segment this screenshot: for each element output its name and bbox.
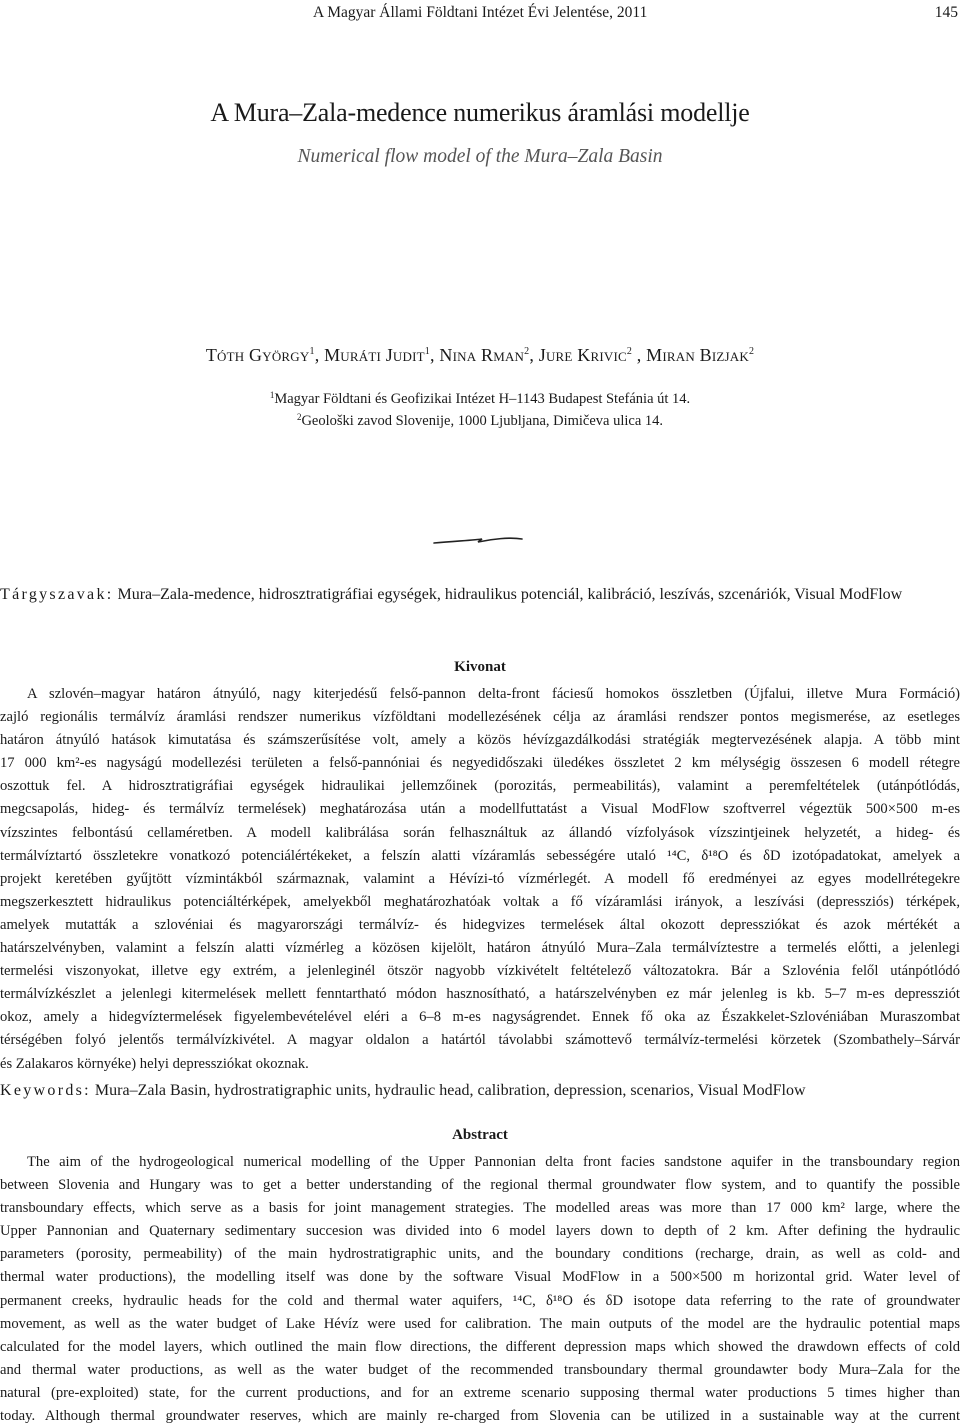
text-line: zajló regionális termálvíz áramlási rendszer numerikus vízföldtani modellezésének célja az áramlási rendszer pontos megismerése, az esetleges xyxy=(0,709,960,726)
text-line: projekt keretében gyűjtött vízmintákból származnak, valamint a Hévízi-tó vízmérlegét. A modell fő eredményei az egyes modellrétegekre xyxy=(0,870,960,887)
affiliation-mark: 1 xyxy=(269,390,275,400)
text-line: The aim of the hydrogeological numerical modelling of the Upper Pannonian delta front facies sandstone aquifer in the transboundary region xyxy=(27,1154,960,1170)
keywords-text: Mura–Zala Basin, hydrostratigraphic units, hydraulic head, calibration, depression, scenarios, Visual ModFlow xyxy=(94,1082,806,1099)
author-name: Miran Bizjak xyxy=(646,345,749,365)
author-affiliation-mark: 2 xyxy=(626,346,633,357)
text-line: movement, as well as the water budget of Lake Hévíz were used for calibration. The main outputs of the model are the hydraulic potential maps xyxy=(0,1315,960,1332)
text-line: okoz, amely a hidegvíztermelések figyelembevételével eléri a 6–8 m-es nagyságrendet. Ennek fő oka az Északkelet-Szlovéniában Muraszombat xyxy=(0,1009,960,1026)
article-title: A Mura–Zala-medence numerikus áramlási modellje xyxy=(210,98,750,127)
keywords-label: Keywords: xyxy=(0,1082,91,1099)
keywords-label: Tárgyszavak: xyxy=(0,586,114,603)
affiliation-text: Magyar Földtani és Geofizikai Intézet H–1143 Budapest Stefánia út 14. xyxy=(274,391,691,407)
abstract-body xyxy=(0,1151,960,1425)
abstract-heading: Abstract xyxy=(452,1127,508,1143)
text-line: permanent creeks, hydraulic heads for the cold and thermal water aquifers, ¹⁴C, δ¹⁸O és δD isotope data referring to the rate of groundwater xyxy=(0,1292,960,1309)
text-line: határszelvényben, valamint a felszín alatti vízmérleg a közösen kijelölt, határon átnyúló Mura–Zala termálvíztestre a termelés előtti, a jelenlegi xyxy=(0,940,960,957)
author-affiliation-mark: 1 xyxy=(424,346,430,357)
keywords-text: Mura–Zala-medence, hidrosztratigráfiai egységek, hidraulikus potenciál, kalibráció, leszívás, szcenáriók, Visual ModFlow xyxy=(117,586,903,603)
author-list: Tóth György$^1$, Muráti Judit$^1$, Nina Rman$^2$, Jure Krivic$^2$ , Miran Bizjak$^2$ xyxy=(205,345,755,365)
author-name: Nina Rman xyxy=(439,345,525,365)
text-line: és Zalakaros környéke) helyi depressziókat okoznak. xyxy=(0,1055,309,1072)
author-affiliation-mark: 2 xyxy=(748,346,755,357)
keywords-hungarian xyxy=(0,583,960,606)
text-line: amelyek mutatták a szlovéniai és magyarországi termálvíz- és hidegvizes termelések által okozott depressziókat és azok mértékét a xyxy=(0,916,960,933)
text-line: parameters (porosity, permeability) of the main hydrostratigraphic units, and the boundary conditions (recharge, drain, as well as cold- and xyxy=(0,1246,960,1263)
author-name: Jure Krivic xyxy=(538,345,627,365)
text-line: vízszintes felbontású cellaméretben. A modell kalibrálása során felhasználtuk az állandó vízfolyások vízszintjeinek helyzetét, a hideg- és xyxy=(0,824,960,841)
ornament-divider-icon xyxy=(432,532,524,548)
text-line: A szlovén–magyar határon átnyúló, nagy kiterjedésű felső-pannon delta-front fáciesű homokos összletben (Újfalui, illetve Mura Formáció) xyxy=(27,686,960,702)
affiliation-text: Geološki zavod Slovenije, 1000 Ljubljana, Dimičeva ulica 14. xyxy=(301,413,664,429)
author-affiliation-mark: 2 xyxy=(524,346,530,357)
text-line: oszottuk fel. A hidrosztratigráfiai egységek hidraulikai jellemzőinek (porozitás, permeabilitás), valamint a peremfeltételek (utánpótlódás, xyxy=(0,778,960,795)
text-line: térségében folyó jelentős termálvízkivétel. A magyar oldalon a határtól távolabbi számottevő termálvíz-termelési körzetek (Szombathely–Sárvár xyxy=(0,1032,960,1049)
text-line: termelési viszonyokat, illetve egy extrém, a jelenleginél ötször nagyobb vízkivételt feltételező változatokra. Bár a Szlovénia felől utánpótlódó xyxy=(0,963,960,980)
author-name: Tóth György xyxy=(205,345,310,365)
text-line: 17 000 km²-es nagyságú modellezési területen a felső-pannóniai és negyedidőszaki üledékes összletet 2 km mélységig összesen 6 modell rétegre xyxy=(0,755,960,772)
text-line: natural (pre-exploited) state, for the current productions, and for an extreme scenario supposing thermal water productions 5 times higher than xyxy=(0,1384,960,1401)
text-line: termálvíztartó összletekre vonatkozó potenciálértékeket, a felszín alatti vízáramlás sebességére utaló ¹⁴C, δ¹⁸O és δD izotópadatokat, amelyek a xyxy=(0,847,960,864)
kivonat-body xyxy=(0,683,960,1072)
author-affiliation-mark: 1 xyxy=(309,346,315,357)
affiliation-2 xyxy=(0,413,960,430)
kivonat-heading: Kivonat xyxy=(454,659,506,675)
keywords-english xyxy=(0,1079,960,1102)
text-line: megcsapolás, hideg- és termálvíz termelések) meghatározása után a modellfuttatást a Visual ModFlow szoftverrel végeztük 500×500 m-es xyxy=(0,801,960,818)
affiliation-mark: 2 xyxy=(296,412,302,422)
text-line: calculated for the model layers, which outlined the main flow directions, the different depression maps which showed the drawdown effects of cold xyxy=(0,1338,960,1355)
text-line: határon átnyúló hatások kimutatása és számszerűsítése volt, amely a közös hévízgazdálkodási stratégiák megtervezésének alapja. A több mint xyxy=(0,732,960,749)
author-name: Muráti Judit xyxy=(324,345,425,365)
text-line: megszerkesztett hidraulikus potenciáltérképek, amelyekből meghatározhatóak voltak a fő vízáramlási irányok, a leszívási (depressziós) térképek, xyxy=(0,893,960,910)
article-subtitle: Numerical flow model of the Mura–Zala Basin xyxy=(297,146,663,167)
text-line: today. Although thermal groundwater reserves, which are mainly re-charged from Slovenia can be utilized in a sustainable way at the current xyxy=(0,1408,960,1425)
text-line: and thermal water productions, as well as the water budget of the recommended transboundary thermal groundawter body Mura–Zala for the xyxy=(0,1361,960,1378)
text-line: Upper Pannonian and Quaternary sedimentary succesion was divided into 6 model layers down to depth of 2 km. After defining the hydraulic xyxy=(0,1223,960,1240)
page-number: 145 xyxy=(934,4,958,21)
text-line: between Slovenia and Hungary was to get a better understanding of the regional thermal groundwater flow system, and to quantify the possible xyxy=(0,1177,960,1194)
affiliation-1 xyxy=(0,391,960,408)
text-line: transboundary effects, which serve as a basis for joint management strategies. The modelled areas was more than 17 000 km² large, where the xyxy=(0,1200,960,1217)
running-title: A Magyar Állami Földtani Intézet Évi Jelentése, 2011 xyxy=(313,4,648,21)
text-line: thermal water productions), the modelling itself was done by the software Visual ModFlow in a 500×500 m horizontal grid. Water level of xyxy=(0,1269,960,1286)
text-line: termálvízkészlet a jelenlegi kitermelések mellett fenntartható módon hasznosítható, a határszelvényben ez már jelenleg is kb. 5–7 m-es depressziót xyxy=(0,986,960,1003)
